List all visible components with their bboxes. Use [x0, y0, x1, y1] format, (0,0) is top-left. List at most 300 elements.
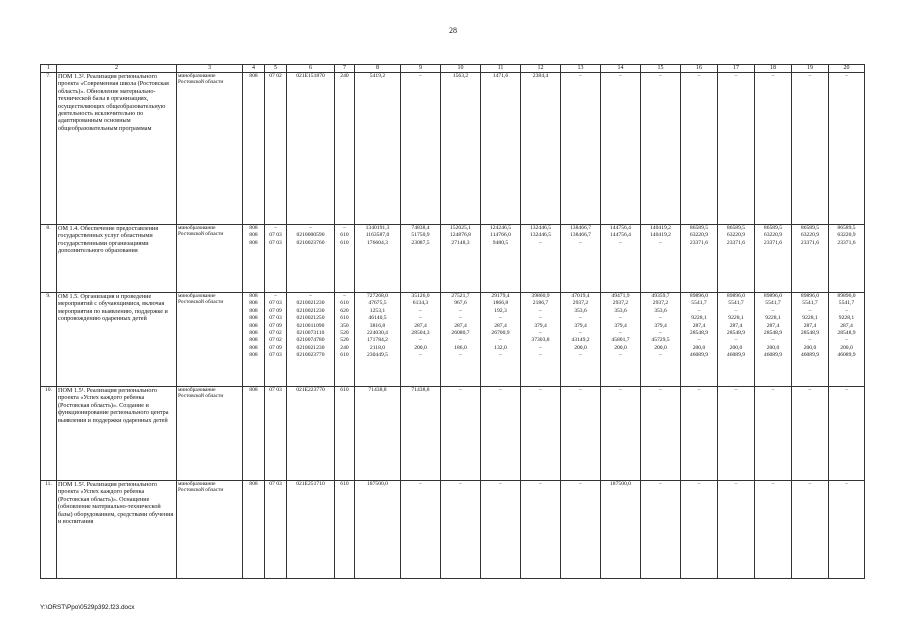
value-line: 200,0: [414, 344, 427, 351]
value-cell: [521, 225, 561, 293]
value-line: 610: [340, 239, 349, 246]
value-line: 144756,4: [610, 225, 631, 231]
budget-table-container: [40, 64, 864, 579]
value-line: –: [419, 315, 422, 322]
value-line: 808: [249, 481, 258, 487]
value-cell: [243, 73, 265, 225]
value-line: 808: [249, 322, 258, 329]
value-line: 176604,3: [367, 239, 388, 246]
value-line: –: [734, 73, 738, 79]
value-cell: [681, 73, 718, 225]
value-line: 46089,9: [800, 352, 820, 359]
value-line: –: [499, 352, 502, 359]
value-line: 2186,7: [532, 300, 549, 307]
value-line: 187500,0: [367, 481, 388, 487]
value-line: 07 03: [269, 239, 282, 246]
value-line: 46089,9: [689, 352, 709, 359]
value-line: –: [808, 387, 812, 393]
value-cell: [265, 387, 287, 481]
value-line: –: [845, 387, 848, 393]
header-cell: 15: [641, 65, 681, 73]
value-line: 45801,7: [611, 337, 630, 344]
value-line: 23087,5: [411, 239, 430, 246]
value-line: 200,0: [654, 344, 667, 351]
value-line: 0210000590: [296, 232, 325, 239]
value-line: 27521,7: [451, 293, 470, 299]
value-line: 86589,5: [726, 225, 746, 231]
value-line: 0210023770: [296, 352, 325, 359]
value-line: 808: [249, 352, 258, 359]
header-cell: 12: [521, 65, 561, 73]
value-cell: [718, 481, 755, 579]
value-line: 353,6: [614, 307, 627, 314]
executor: минобразование Ростовской области: [177, 225, 243, 293]
value-line: 28504,3: [411, 329, 430, 336]
header-cell: 19: [792, 65, 829, 73]
value-line: 808: [249, 293, 258, 299]
row-number: 10.: [41, 387, 57, 481]
value-line: 2937,2: [572, 300, 589, 307]
value-line: 07 02: [269, 73, 282, 79]
value-line: 240: [340, 73, 349, 79]
value-line: 808: [249, 337, 258, 344]
measure-name: ПОМ 1.5¹. Реализация регионального проекта «Успех каждого ребенка (Ростовская область)». Создание и функционирование регионального центра выявления и поддержки одаренных детей: [57, 387, 177, 481]
value-line: 89896,0: [800, 293, 820, 299]
value-line: –: [659, 239, 662, 246]
value-line: –: [499, 481, 502, 487]
value-line: 5419,2: [369, 73, 386, 79]
value-cell: [601, 293, 641, 387]
value-line: 1866,8: [492, 300, 509, 307]
value-line: 23371,6: [763, 239, 783, 246]
value-line: 26700,9: [491, 329, 510, 336]
value-cell: [355, 293, 401, 387]
page-number: 28: [449, 26, 457, 35]
value-line: 620: [340, 307, 349, 314]
value-line: 138466,7: [570, 232, 591, 239]
value-line: 808: [249, 329, 258, 336]
executor: минобразование Ростовской области: [177, 73, 243, 225]
value-line: 89896,0: [763, 293, 783, 299]
value-cell: [243, 387, 265, 481]
value-line: 86589,5: [763, 225, 783, 231]
value-line: 808: [249, 307, 258, 314]
value-line: 07 02: [269, 329, 282, 336]
value-line: 29179,4: [491, 293, 510, 299]
value-cell: [718, 73, 755, 225]
value-line: 152025,1: [450, 225, 471, 231]
value-line: 1253,1: [369, 307, 386, 314]
value-line: 63220,9: [763, 232, 783, 239]
value-line: 021E223770: [296, 387, 325, 393]
table-header: [41, 65, 865, 73]
value-cell: [601, 387, 641, 481]
value-line: 5541,7: [838, 300, 855, 307]
value-line: 2937,2: [612, 300, 629, 307]
value-line: 124246,5: [490, 225, 511, 231]
value-line: –: [459, 387, 462, 393]
value-line: 379,4: [574, 322, 587, 329]
value-cell: [265, 73, 287, 225]
row-number: 9.: [41, 293, 57, 387]
value-line: 808: [249, 300, 258, 307]
value-line: 89896,0: [689, 293, 709, 299]
header-cell: 1: [41, 65, 57, 73]
value-line: 808: [249, 225, 258, 231]
value-line: 9228,1: [728, 315, 744, 322]
value-line: 124876,8: [450, 232, 471, 239]
value-line: –: [734, 481, 738, 487]
value-line: 610: [340, 315, 349, 322]
value-line: 45729,5: [651, 337, 670, 344]
value-line: 51750,9: [411, 232, 430, 239]
value-line: –: [619, 352, 622, 359]
header-cell: 16: [681, 65, 718, 73]
value-cell: [243, 293, 265, 387]
table-row: [41, 387, 865, 481]
value-cell: [401, 73, 441, 225]
value-line: –: [459, 337, 462, 344]
value-cell: [641, 73, 681, 225]
value-line: –: [808, 481, 812, 487]
value-line: –: [734, 387, 738, 393]
value-cell: [401, 225, 441, 293]
value-line: 379,4: [534, 322, 547, 329]
value-line: 287,4: [494, 322, 507, 329]
value-cell: [601, 481, 641, 579]
value-line: 2384,4: [532, 73, 549, 79]
value-line: –: [459, 481, 462, 487]
value-line: 610: [340, 352, 349, 359]
value-line: –: [499, 387, 502, 393]
value-line: 49359,7: [651, 293, 670, 299]
value-line: 9228,1: [765, 315, 781, 322]
header-cell: 6: [287, 65, 335, 73]
value-cell: [718, 225, 755, 293]
value-line: 287,4: [729, 322, 743, 329]
value-line: 186,0: [454, 344, 467, 351]
value-cell: [335, 293, 355, 387]
value-line: –: [734, 337, 738, 344]
value-line: 23371,6: [689, 239, 709, 246]
value-line: 808: [249, 315, 258, 322]
value-line: –: [845, 337, 848, 344]
value-cell: [792, 73, 829, 225]
value-line: 0210011090: [296, 322, 325, 329]
value-cell: [481, 481, 521, 579]
value-line: 35126,0: [411, 293, 430, 299]
value-cell: [243, 225, 265, 293]
value-cell: [265, 481, 287, 579]
measure-name: ОМ 1.5. Организация и проведение мероприятий с обучающимися, включая мероприятия по выявлению, поддержке и сопровождению одаренных детей: [57, 293, 177, 387]
value-line: 23371,6: [800, 239, 820, 246]
header-cell: 4: [243, 65, 265, 73]
value-line: 132446,5: [530, 232, 551, 239]
value-line: 192,3: [494, 307, 507, 314]
value-cell: [561, 387, 601, 481]
value-line: 07 09: [269, 322, 282, 329]
value-line: 0210021230: [296, 307, 325, 314]
value-cell: [265, 293, 287, 387]
value-line: –: [539, 387, 542, 393]
value-line: 114766,0: [490, 232, 511, 239]
table-row: [41, 73, 865, 225]
value-cell: [641, 481, 681, 579]
value-line: 37303,8: [531, 337, 550, 344]
value-line: 46089,9: [763, 352, 783, 359]
value-line: 287,4: [692, 322, 706, 329]
value-line: 23371,6: [726, 239, 746, 246]
value-line: 89896,0: [837, 293, 856, 299]
value-line: –: [771, 337, 775, 344]
value-line: –: [659, 387, 662, 393]
value-line: –: [697, 73, 701, 79]
value-line: 224030,4: [367, 329, 388, 336]
value-cell: [755, 73, 792, 225]
value-line: 63220,9: [726, 232, 746, 239]
value-cell: [641, 293, 681, 387]
value-line: –: [539, 352, 542, 359]
header-cell: 20: [829, 65, 865, 73]
value-line: 021E151870: [296, 73, 325, 79]
table-row: [41, 225, 865, 293]
row-number: 11.: [41, 481, 57, 579]
value-line: –: [579, 481, 582, 487]
value-line: 3816,8: [369, 322, 386, 329]
value-line: 5541,7: [728, 300, 744, 307]
value-line: 71438,8: [411, 387, 430, 393]
value-line: 353,6: [654, 307, 667, 314]
value-line: –: [771, 387, 775, 393]
value-line: 350: [340, 322, 349, 329]
value-line: 07 03: [269, 232, 282, 239]
value-line: 07 09: [269, 307, 282, 314]
value-line: 47019,4: [571, 293, 590, 299]
value-cell: [755, 481, 792, 579]
value-line: 6134,3: [412, 300, 429, 307]
value-line: 89896,0: [726, 293, 746, 299]
budget-table: [40, 64, 865, 579]
value-line: –: [734, 307, 738, 314]
value-line: 63220,9: [689, 232, 709, 239]
value-line: 132,0: [494, 344, 507, 351]
value-line: –: [697, 387, 701, 393]
value-line: –: [539, 307, 542, 314]
value-line: 138466,7: [570, 225, 591, 231]
value-cell: [829, 481, 865, 579]
value-line: 5541,7: [765, 300, 781, 307]
value-line: 0210073110: [296, 329, 325, 336]
value-line: –: [808, 73, 812, 79]
value-line: 200,0: [729, 344, 743, 351]
value-cell: [755, 293, 792, 387]
value-line: –: [845, 73, 848, 79]
value-cell: [718, 387, 755, 481]
value-line: 1340191,3: [365, 225, 390, 231]
value-line: 0210074780: [296, 337, 325, 344]
file-path-footer: Y:\ORST\Ppo\0529p392.f23.docx: [40, 604, 135, 611]
value-cell: [681, 387, 718, 481]
value-line: –: [659, 481, 662, 487]
value-line: –: [697, 481, 701, 487]
value-line: 07 09: [269, 344, 282, 351]
value-line: 23371,6: [837, 239, 856, 246]
value-line: 808: [249, 232, 258, 239]
value-line: 28548,9: [837, 329, 856, 336]
header-cell: 8: [355, 65, 401, 73]
value-line: 07 03: [269, 300, 282, 307]
value-line: 28548,9: [800, 329, 820, 336]
value-cell: [521, 293, 561, 387]
value-cell: [601, 225, 641, 293]
value-line: –: [539, 315, 542, 322]
value-cell: [243, 481, 265, 579]
value-cell: [335, 481, 355, 579]
value-line: 86589,5: [837, 225, 856, 231]
value-line: 132446,5: [530, 225, 551, 231]
value-line: 07 03: [269, 315, 282, 322]
value-line: 808: [249, 73, 258, 79]
executor: минобразование Ростовской области: [177, 293, 243, 387]
value-line: –: [659, 315, 662, 322]
value-cell: [481, 387, 521, 481]
value-line: –: [579, 387, 582, 393]
value-line: 140419,2: [650, 225, 671, 231]
value-line: 171784,2: [367, 337, 388, 344]
value-line: 9228,1: [691, 315, 707, 322]
value-cell: [355, 481, 401, 579]
value-line: 46089,9: [837, 352, 856, 359]
value-cell: [287, 293, 335, 387]
value-cell: [441, 387, 481, 481]
row-number: 8.: [41, 225, 57, 293]
value-line: –: [309, 225, 312, 231]
value-cell: [481, 73, 521, 225]
value-line: –: [697, 307, 701, 314]
value-line: 240: [340, 344, 349, 351]
value-line: 287,4: [454, 322, 467, 329]
value-cell: [792, 225, 829, 293]
value-line: 610: [340, 300, 349, 307]
header-cell: 10: [441, 65, 481, 73]
value-cell: [641, 387, 681, 481]
header-cell: 11: [481, 65, 521, 73]
executor: минобразование Ростовской области: [177, 481, 243, 579]
value-line: –: [539, 344, 542, 351]
value-line: –: [274, 293, 277, 299]
value-line: 520: [340, 337, 349, 344]
value-line: –: [697, 337, 701, 344]
header-cell: 18: [755, 65, 792, 73]
value-line: 200,0: [614, 344, 627, 351]
value-line: –: [419, 352, 422, 359]
value-line: 28548,9: [689, 329, 709, 336]
value-cell: [601, 73, 641, 225]
value-line: 967,6: [454, 300, 467, 307]
value-cell: [561, 73, 601, 225]
value-line: 71438,8: [368, 387, 387, 393]
value-line: 187500,0: [610, 481, 631, 487]
value-cell: [829, 293, 865, 387]
value-line: –: [579, 315, 582, 322]
value-line: –: [343, 293, 346, 299]
value-line: 200,0: [574, 344, 587, 351]
value-line: 200,0: [692, 344, 706, 351]
value-line: 379,4: [654, 322, 667, 329]
value-line: 46140,5: [368, 315, 387, 322]
value-line: –: [579, 329, 582, 336]
value-line: 2937,2: [652, 300, 669, 307]
value-line: –: [808, 307, 812, 314]
value-cell: [287, 481, 335, 579]
row-number: 7.: [41, 73, 57, 225]
value-line: 140419,2: [650, 232, 671, 239]
header-cell: 13: [561, 65, 601, 73]
value-line: 0210021230: [296, 300, 325, 307]
value-line: 49471,9: [611, 293, 630, 299]
value-cell: [335, 387, 355, 481]
value-cell: [401, 387, 441, 481]
value-line: –: [419, 307, 422, 314]
value-cell: [441, 481, 481, 579]
value-cell: [641, 225, 681, 293]
value-line: 808: [249, 344, 258, 351]
value-line: 39860,9: [531, 293, 550, 299]
table-body: [41, 73, 865, 579]
value-line: 86589,5: [689, 225, 709, 231]
value-line: 200,0: [840, 344, 853, 351]
value-line: –: [459, 315, 462, 322]
value-line: –: [499, 315, 502, 322]
value-line: –: [274, 225, 277, 231]
value-line: 144756,4: [610, 232, 631, 239]
value-line: 520: [340, 329, 349, 336]
value-line: 9480,5: [492, 239, 509, 246]
value-cell: [829, 387, 865, 481]
value-line: 379,4: [614, 322, 627, 329]
value-cell: [681, 293, 718, 387]
value-line: 727268,0: [367, 293, 388, 299]
value-line: –: [419, 73, 422, 79]
value-line: –: [579, 352, 582, 359]
value-line: –: [771, 307, 775, 314]
value-cell: [287, 73, 335, 225]
value-line: 9228,1: [802, 315, 818, 322]
value-cell: [755, 387, 792, 481]
value-cell: [829, 225, 865, 293]
value-line: –: [619, 73, 622, 79]
table-row: [41, 481, 865, 579]
value-line: 07 03: [269, 352, 282, 359]
value-line: 610: [340, 387, 349, 393]
value-line: 07 03: [269, 481, 282, 487]
value-line: 200,0: [803, 344, 817, 351]
value-cell: [681, 225, 718, 293]
value-line: 28548,9: [726, 329, 746, 336]
value-cell: [335, 73, 355, 225]
value-cell: [561, 481, 601, 579]
value-cell: [829, 73, 865, 225]
value-cell: [335, 225, 355, 293]
value-line: 47675,5: [368, 300, 387, 307]
value-line: 63220,9: [800, 232, 820, 239]
value-cell: [355, 225, 401, 293]
value-cell: [792, 387, 829, 481]
value-line: –: [579, 73, 582, 79]
value-cell: [561, 293, 601, 387]
value-line: 43149,2: [571, 337, 590, 344]
value-line: –: [499, 337, 502, 344]
